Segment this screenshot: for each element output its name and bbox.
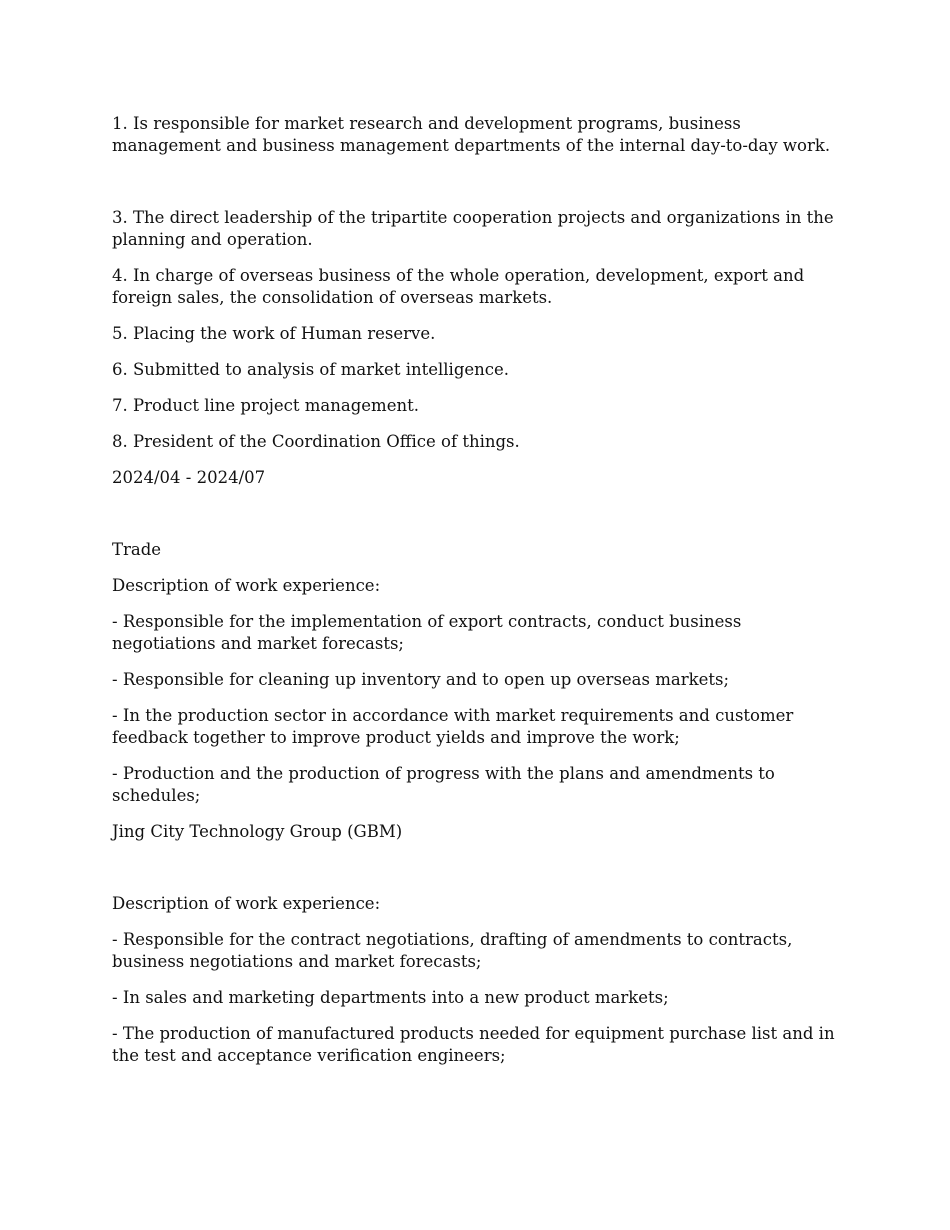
experience-bullet: - Responsible for the implementation of export contracts, conduct business negotiations and market forecasts; xyxy=(112,612,742,653)
experience-bullet: - Production and the production of progress with the plans and amendments to schedules; xyxy=(112,764,775,805)
company-name: Jing City Technology Group (GBM) xyxy=(112,822,403,841)
duty-item-6: 6. Submitted to analysis of market intelligence. xyxy=(112,360,510,379)
duty-item-8: 8. President of the Coordination Office of things. xyxy=(112,432,520,451)
blank-line xyxy=(112,503,840,525)
duty-item-7: 7. Product line project management. xyxy=(112,396,419,415)
description-heading: Description of work experience: xyxy=(112,576,381,595)
duty-item-4: 4. In charge of overseas business of the whole operation, development, export and foreign sales, the consolidation of overseas markets. xyxy=(112,266,805,307)
experience-bullet: - Responsible for cleaning up inventory and to open up overseas markets; xyxy=(112,670,730,689)
experience-bullet: - The production of manufactured products needed for equipment purchase list and in the test and acceptance verification engineers; xyxy=(112,1024,835,1065)
duty-item-5: 5. Placing the work of Human reserve. xyxy=(112,324,436,343)
duty-item-1: 1. Is responsible for market research and development programs, business management and business management departments of the internal day-to-day work. xyxy=(112,114,831,155)
experience-bullet: - In the production sector in accordance with market requirements and customer feedback together to improve product yields and improve the work; xyxy=(112,706,794,747)
duty-item-3: 3. The direct leadership of the tripartite cooperation projects and organizations in the planning and operation. xyxy=(112,208,834,249)
document-page xyxy=(112,113,840,1081)
blank-line xyxy=(112,857,840,879)
description-heading: Description of work experience: xyxy=(112,894,381,913)
date-range: 2024/04 - 2024/07 xyxy=(112,468,266,487)
job-title: Trade xyxy=(112,540,162,559)
experience-bullet: - In sales and marketing departments into a new product markets; xyxy=(112,988,669,1007)
blank-line xyxy=(112,171,840,193)
experience-bullet: - Responsible for the contract negotiations, drafting of amendments to contracts, business negotiations and market forecasts; xyxy=(112,930,793,971)
